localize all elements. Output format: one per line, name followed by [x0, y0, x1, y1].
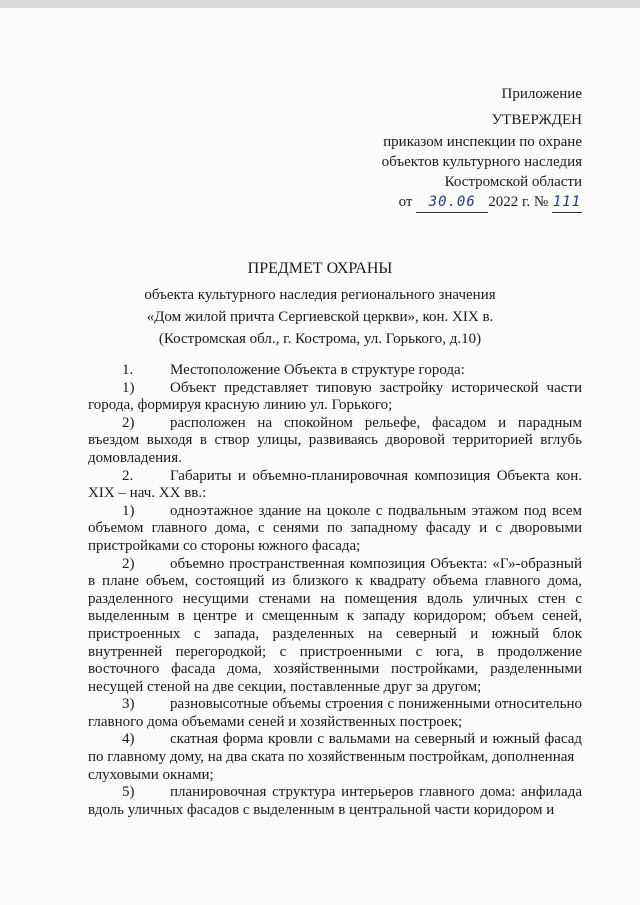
section-2-item-4-continued: слуховыми окнами; [88, 766, 214, 783]
approval-block [382, 110, 582, 213]
document-title: ПРЕДМЕТ ОХРАНЫ [247, 260, 393, 277]
title-line-1: объекта культурного наследия регионального значения [144, 287, 496, 303]
section-1-item-2: 2) расположен на спокойном рельефе, фасадом и парадным въездом выходя в створ улицы, развиваясь дворовой территорией вглубь домовладения. [88, 414, 582, 466]
section-1-item-1: 1) Объект представляет типовую застройку исторической части города, формируя красную линию ул. Горького; [88, 379, 582, 414]
handwritten-date: 30.06 [428, 194, 476, 210]
handwritten-number: 111 [552, 194, 582, 210]
approval-title: УТВЕРЖДЕН [491, 112, 582, 128]
date-prefix: от [398, 194, 413, 210]
document-title-block [80, 258, 560, 350]
section-2-heading: 2. Габариты и объемно-планировочная композиция Объекта кон. XIX – нач. XX вв.: [88, 467, 582, 502]
date-field [416, 192, 488, 213]
title-line-2: «Дом жилой причта Сергиевской церкви», кон. XIX в. [146, 309, 494, 325]
document-body [88, 362, 582, 819]
approval-line-3: Костромской области [444, 174, 582, 190]
year-label: 2022 г. № [488, 194, 549, 210]
approval-line-1: приказом инспекции по охране [383, 134, 582, 150]
section-2-item-5: 5) планировочная структура интерьеров главного дома: анфилада вдоль уличных фасадов с выделенным в центральной части коридором и [88, 784, 582, 818]
order-number-field [552, 192, 582, 213]
section-2-item-3: 3) разновысотные объемы строения с пониженными относительно главного дома объемами сеней и хозяйственных построек; [88, 696, 582, 730]
scan-top-band [0, 0, 640, 8]
section-2-item-2: 2) объемно пространственная композиция Объекта: «Г»-образный в плане объем, состоящий из близкого к квадрату объема главного дома, разделенного несущими стенами на помещения вдоль уличных стен с выделенным в центре и смещенным к западу коридором; объем сеней, пристроенных с запада, разделенных на северный и южный блок внутренней перегородкой; с пристроенными с юга, в продолжение восточного фасада дома, хозяйственными постройками, разделенными несущей стеной на две секции, поставленные друг за другом; [88, 555, 582, 695]
section-2-item-4: 4) скатная форма кровли с вальмами на северный и южный фасад по главному дому, на два ската по хозяйственным постройкам, дополненная [88, 731, 582, 766]
section-1-heading: 1. Местоположение Объекта в структуре города: [122, 362, 465, 378]
approval-date-line [382, 192, 582, 213]
approval-line-2: объектов культурного наследия [381, 154, 582, 170]
section-2-item-1: 1) одноэтажное здание на цоколе с подвальным этажом под всем объемом главного дома, с сенями по западному фасаду и с дворовыми пристройками со стороны южного фасада; [88, 502, 582, 554]
appendix-label: Приложение [501, 86, 582, 102]
title-line-3: (Костромская обл., г. Кострома, ул. Горького, д.10) [158, 331, 482, 347]
